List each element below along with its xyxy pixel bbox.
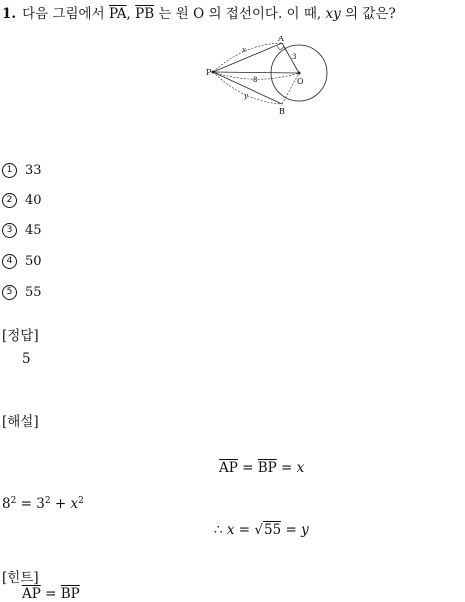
question-variable: xy	[325, 6, 341, 22]
tangent-figure	[206, 36, 330, 118]
segment-pb: $\overline{PB}$	[135, 6, 155, 22]
eq1-equals-2: =	[276, 460, 297, 476]
eq1-bp: $\overline{BP}$	[257, 460, 277, 476]
hint-bp: $\overline{BP}$	[60, 586, 80, 602]
question-text	[2, 2, 396, 22]
question-text-pre: 다음 그림에서	[22, 6, 109, 22]
point-p	[212, 71, 215, 74]
label-8: 8	[253, 76, 258, 84]
point-o	[298, 72, 301, 75]
eq3-equals: =	[234, 522, 255, 538]
hint-equals: =	[40, 586, 61, 602]
solution-equation-1	[219, 460, 304, 476]
eq2-exp-1: 2	[10, 496, 17, 506]
eq2-base-3: 3	[36, 496, 45, 512]
choice-5-marker: 5	[2, 285, 17, 300]
solution-equation-3	[214, 522, 309, 538]
label-x: x	[242, 46, 246, 54]
solution-label: [해설]	[2, 414, 39, 430]
question-comma: ,	[126, 6, 136, 22]
choice-1[interactable]	[2, 163, 42, 178]
label-y: y	[244, 92, 248, 100]
choice-4-value: 50	[25, 254, 42, 269]
question-number: 1.	[2, 6, 17, 22]
choice-2[interactable]	[2, 193, 42, 208]
eq2-exp-2: 2	[44, 496, 51, 506]
eq3-root: √	[254, 522, 264, 538]
eq3-variable-y: y	[301, 522, 309, 538]
eq2-plus: +	[50, 496, 71, 512]
hint-ap: $\overline{AP}$	[22, 586, 41, 602]
eq2-exp-3: 2	[78, 496, 84, 506]
choice-3-value: 45	[25, 223, 42, 238]
hint-label: [힌트]	[2, 570, 39, 586]
segment-pa: $\overline{PA}$	[108, 6, 127, 22]
choice-5-value: 55	[25, 285, 42, 300]
choice-2-value: 40	[25, 193, 42, 208]
choice-4-marker: 4	[2, 254, 17, 269]
eq3-equals-2: =	[281, 522, 302, 538]
answer-label: [정답]	[2, 328, 39, 344]
label-p: P	[206, 68, 212, 77]
choice-3-marker: 3	[2, 223, 17, 238]
eq1-ap: $\overline{AP}$	[219, 460, 238, 476]
hint-equation	[22, 586, 80, 602]
eq2-base-8: 8	[2, 496, 11, 512]
choice-3[interactable]	[2, 223, 42, 238]
label-o: O	[297, 77, 304, 86]
eq2-equals: =	[16, 496, 37, 512]
label-a: A	[278, 36, 284, 43]
choice-5[interactable]	[2, 285, 42, 300]
eq3-radicand: 55	[264, 522, 282, 538]
choice-4[interactable]	[2, 254, 42, 269]
question-text-post: 는 원 O 의 접선이다. 이 때,	[154, 6, 326, 22]
eq3-therefore: ∴	[214, 522, 227, 538]
question-text-end: 의 값은?	[340, 6, 396, 22]
eq2-variable: x	[70, 496, 79, 512]
right-angle-mark	[277, 46, 284, 50]
segment-po	[213, 72, 299, 73]
eq1-equals: =	[237, 460, 258, 476]
choice-2-marker: 2	[2, 193, 17, 208]
solution-equation-2	[2, 496, 84, 512]
choice-1-value: 33	[25, 163, 42, 178]
label-b: B	[279, 107, 285, 116]
label-3: 3	[292, 53, 297, 61]
eq1-variable: x	[296, 460, 305, 476]
choice-1-marker: 1	[2, 163, 17, 178]
eq3-variable-x: x	[226, 522, 235, 538]
answer-value: 5	[22, 351, 31, 367]
